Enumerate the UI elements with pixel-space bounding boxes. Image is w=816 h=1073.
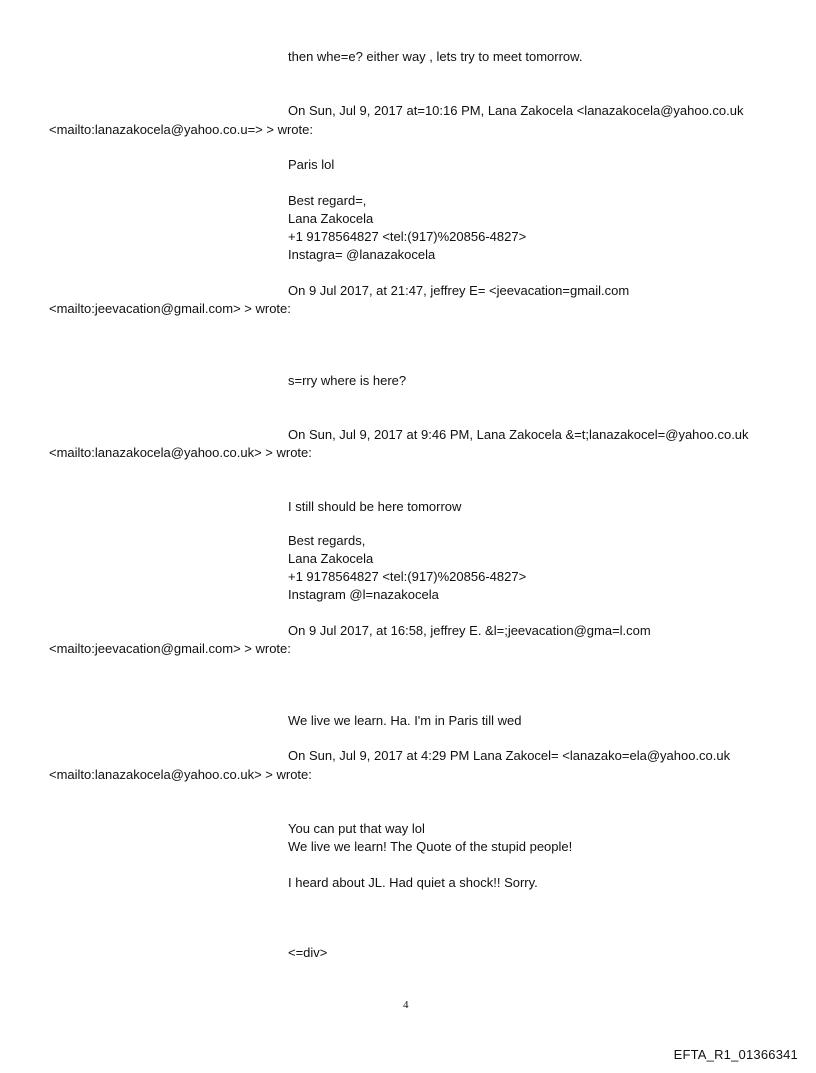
- signature-line: Lana Zakocela: [288, 551, 374, 566]
- page-number: 4: [403, 999, 409, 1011]
- signature-line: Best regards,: [288, 533, 366, 548]
- quote-header: <mailto:lanazakocela@yahoo.co.uk> > wrote:: [49, 445, 312, 460]
- signature-line: +1 9178564827 <tel:(917)%20856-4827>: [288, 229, 527, 244]
- signature-line: Best regard=,: [288, 193, 367, 208]
- quote-header: On Sun, Jul 9, 2017 at=10:16 PM, Lana Zakocela <lanazakocela@yahoo.co.uk: [288, 103, 744, 118]
- body-line: You can put that way lol: [288, 821, 425, 836]
- bates-number: EFTA_R1_01366341: [673, 1047, 798, 1062]
- body-line: then whe=e? either way , lets try to meet tomorrow.: [288, 49, 583, 64]
- body-line: <=div>: [288, 945, 328, 960]
- quote-header: <mailto:jeevacation@gmail.com> > wrote:: [49, 301, 291, 316]
- quote-header: <mailto:jeevacation@gmail.com> > wrote:: [49, 641, 291, 656]
- quote-header: On 9 Jul 2017, at 21:47, jeffrey E= <jeevacation=gmail.com: [288, 283, 630, 298]
- quote-header: On 9 Jul 2017, at 16:58, jeffrey E. &l=;jeevacation@gma=l.com: [288, 623, 651, 638]
- quote-header: <mailto:lanazakocela@yahoo.co.u=> > wrote:: [49, 122, 313, 137]
- body-line: We live we learn! The Quote of the stupid people!: [288, 839, 573, 854]
- body-line: I still should be here tomorrow: [288, 499, 462, 514]
- body-line: Paris lol: [288, 157, 335, 172]
- signature-line: Instagra= @lanazakocela: [288, 247, 436, 262]
- quote-header: On Sun, Jul 9, 2017 at 9:46 PM, Lana Zakocela &=t;lanazakocel=@yahoo.co.uk: [288, 427, 749, 442]
- signature-line: Instagram @l=nazakocela: [288, 587, 439, 602]
- body-line: We live we learn. Ha. I'm in Paris till wed: [288, 713, 522, 728]
- body-line: s=rry where is here?: [288, 373, 407, 388]
- body-line: I heard about JL. Had quiet a shock!! Sorry.: [288, 875, 538, 890]
- signature-line: +1 9178564827 <tel:(917)%20856-4827>: [288, 569, 527, 584]
- quote-header: On Sun, Jul 9, 2017 at 4:29 PM Lana Zakocel= <lanazako=ela@yahoo.co.uk: [288, 748, 731, 763]
- quote-header: <mailto:lanazakocela@yahoo.co.uk> > wrote:: [49, 767, 312, 782]
- signature-line: Lana Zakocela: [288, 211, 374, 226]
